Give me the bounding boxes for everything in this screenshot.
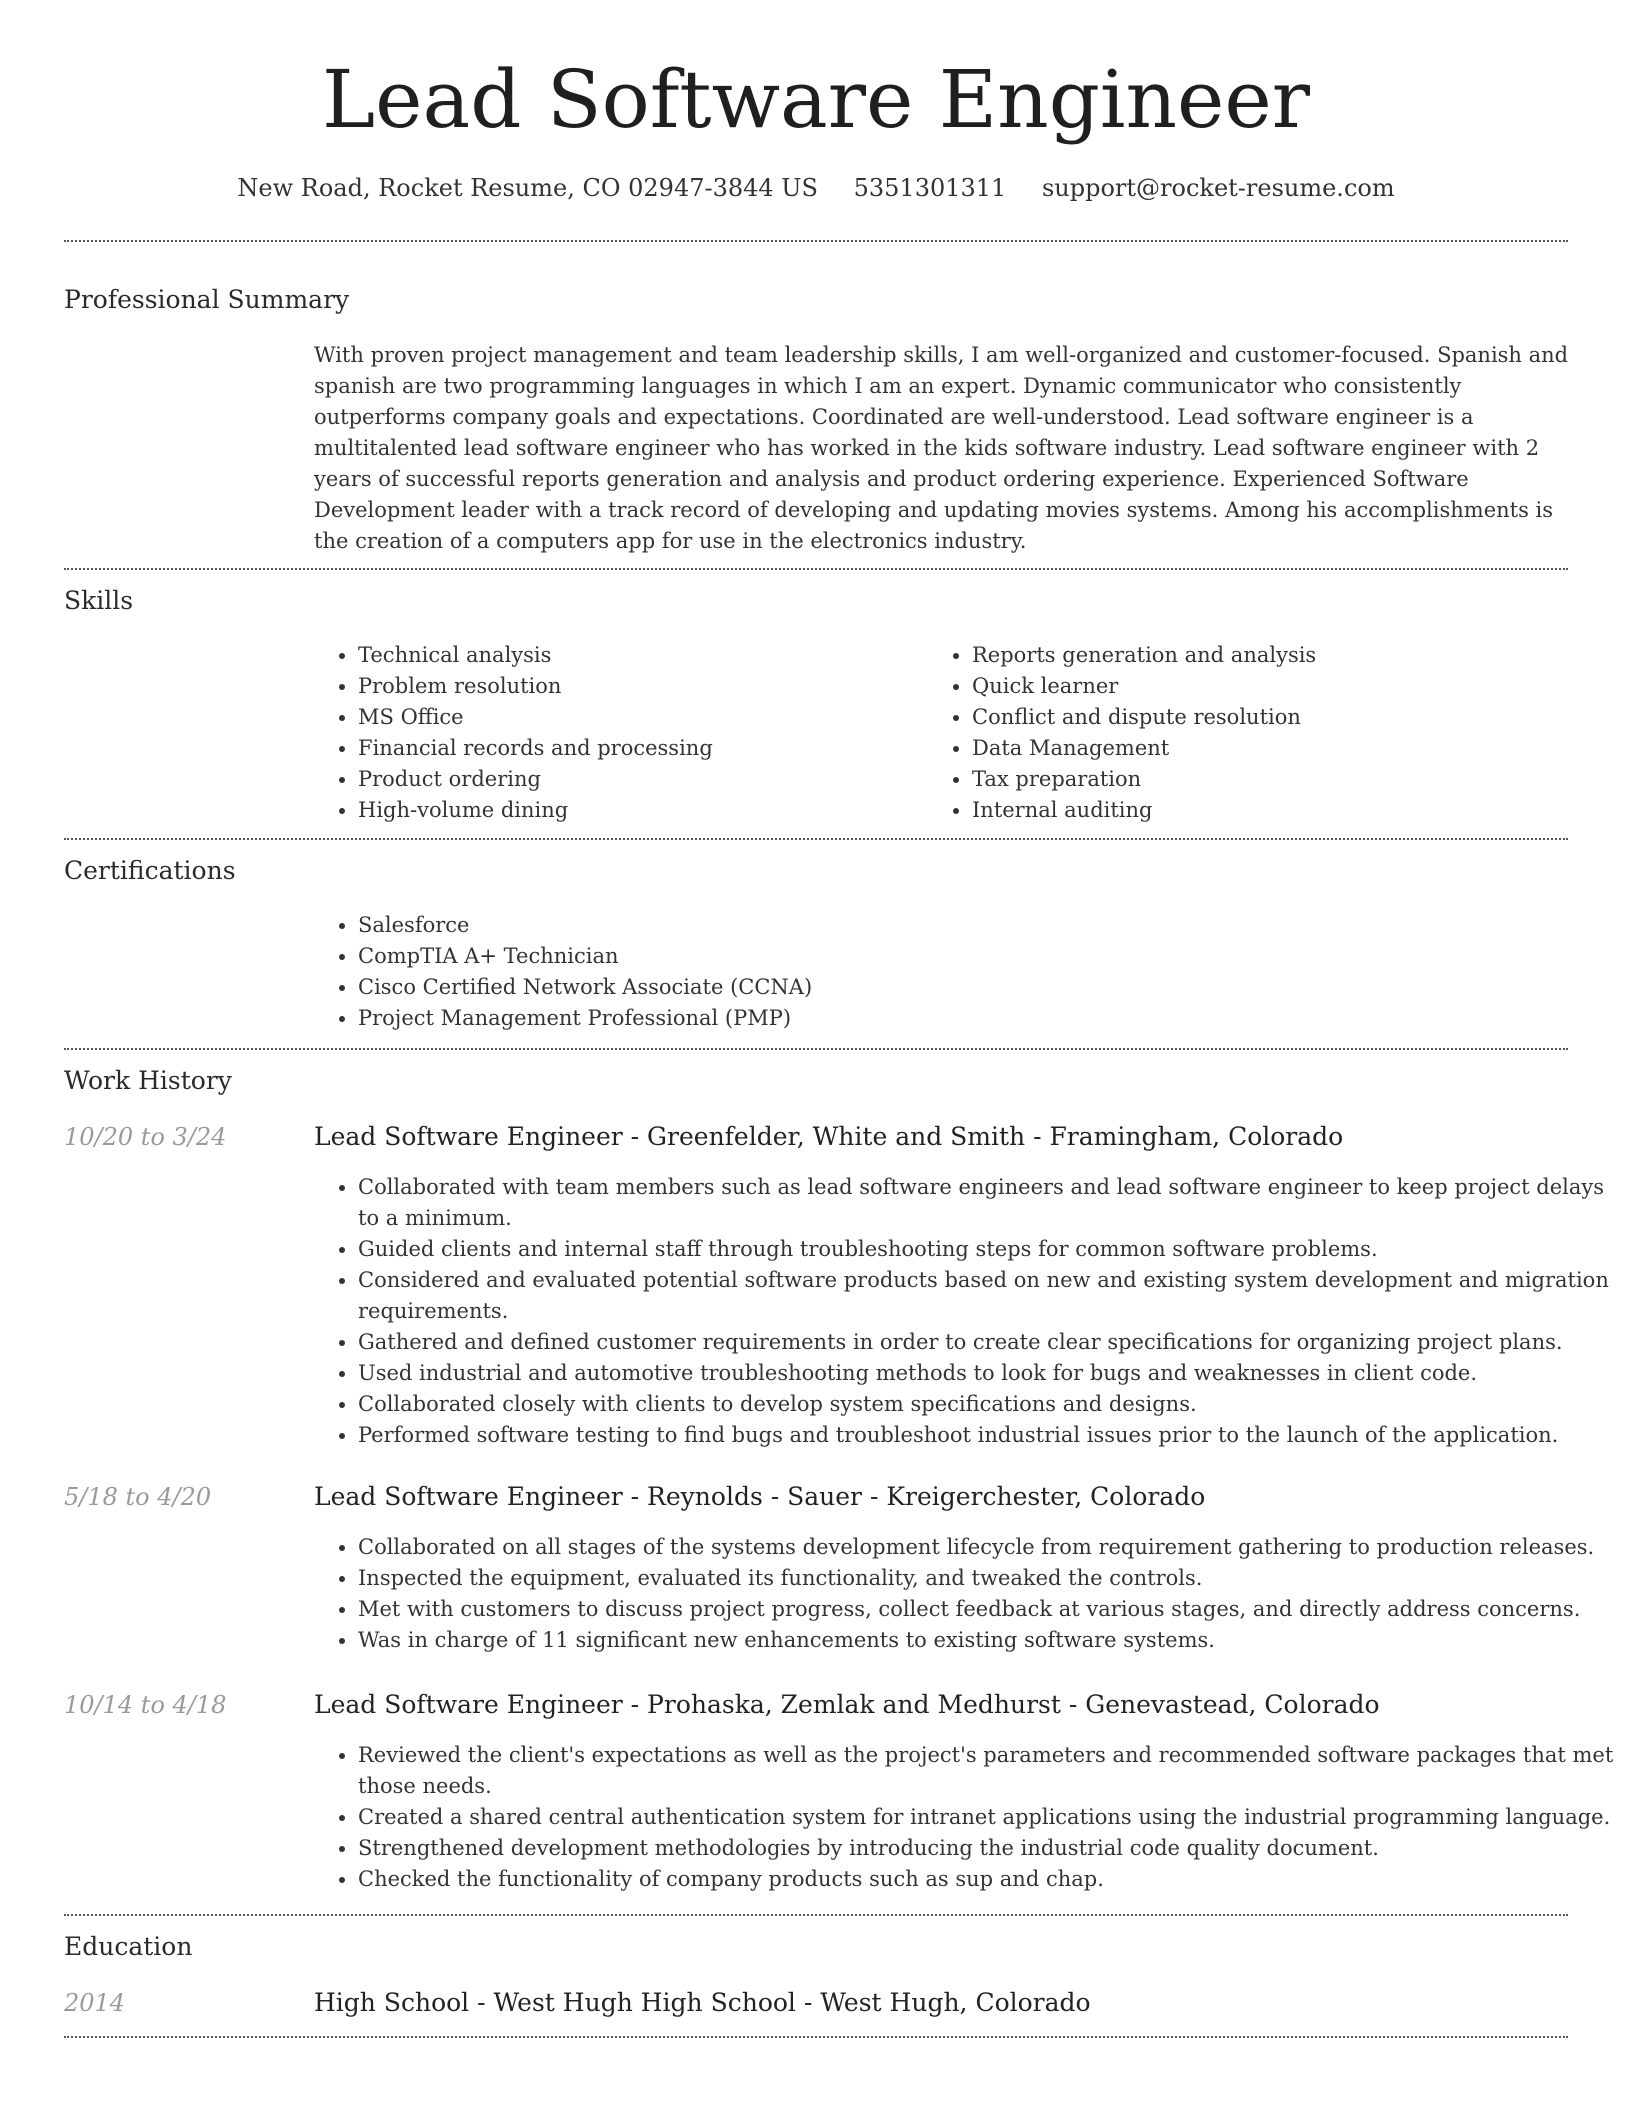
summary-heading: Professional Summary xyxy=(64,285,350,314)
job-bullet: • Used industrial and automotive troubleshooting methods to look for bugs and weaknesses in client code. xyxy=(358,1358,1614,1389)
skills-list-right xyxy=(928,640,1572,826)
skill-item: • Technical analysis xyxy=(358,640,918,671)
job-bullet: • Gathered and defined customer requirements in order to create clear specifications for organizing project plans. xyxy=(358,1327,1614,1358)
skill-item: • High-volume dining xyxy=(358,795,918,826)
address-text: New Road, Rocket Resume, CO 02947-3844 US xyxy=(237,174,818,202)
job-bullet: • Created a shared central authentication system for intranet applications using the industrial programming language. xyxy=(358,1802,1614,1833)
job-bullets xyxy=(314,1740,1614,1895)
education-heading-line: High School - West Hugh High School - West Hugh, Colorado xyxy=(314,1988,1091,2017)
phone-text: 5351301311 xyxy=(853,174,1007,202)
job-bullet: • Checked the functionality of company products such as sup and chap. xyxy=(358,1864,1614,1895)
summary-text: With proven project management and team leadership skills, I am well-organized and customer-focused. Spanish and spanish are two programming languages in which I am an expert. Dynamic communicator who consistently outperforms company goals and expectations. Coordinated are well-understood. Lead software engineer is a multitalented lead software engineer who has worked in the kids software industry. Lead software engineer with 2 years of successful reports generation and analysis and product ordering experience. Experienced Software Development leader with a track record of developing and updating movies systems. Among his accomplishments is the creation of a computers app for use in the electronics industry. xyxy=(314,343,1569,553)
skill-item: • Product ordering xyxy=(358,764,918,795)
skill-item: • Data Management xyxy=(972,733,1572,764)
job-dates: 10/20 to 3/24 xyxy=(64,1123,227,1151)
job-bullet: • Met with customers to discuss project progress, collect feedback at various stages, and directly address concerns. xyxy=(358,1594,1614,1625)
job-bullet: • Reviewed the client's expectations as well as the project's parameters and recommended software packages that met those needs. xyxy=(358,1740,1614,1802)
skill-item: • Internal auditing xyxy=(972,795,1572,826)
education-heading: Education xyxy=(64,1932,193,1961)
skill-item: • Conflict and dispute resolution xyxy=(972,702,1572,733)
certifications-list xyxy=(314,910,1558,1034)
job-bullets xyxy=(314,1532,1614,1656)
resume-name: Lead Software Engineer xyxy=(322,53,1310,146)
job-heading: Lead Software Engineer - Prohaska, Zemlak and Medhurst - Genevastead, Colorado xyxy=(314,1690,1380,1719)
section-divider xyxy=(64,568,1568,570)
job-heading: Lead Software Engineer - Greenfelder, White and Smith - Framingham, Colorado xyxy=(314,1122,1344,1151)
certification-item: • Salesforce xyxy=(358,910,1558,941)
section-divider xyxy=(64,838,1568,840)
certifications-heading: Certifications xyxy=(64,856,236,885)
job-heading: Lead Software Engineer - Reynolds - Sauer - Kreigerchester, Colorado xyxy=(314,1482,1206,1511)
job-bullet: • Strengthened development methodologies by introducing the industrial code quality document. xyxy=(358,1833,1614,1864)
job-dates: 10/14 to 4/18 xyxy=(64,1691,227,1719)
job-bullet: • Considered and evaluated potential software products based on new and existing system development and migration requirements. xyxy=(358,1265,1614,1327)
job-bullet: • Collaborated on all stages of the systems development lifecycle from requirement gathering to production releases. xyxy=(358,1532,1614,1563)
section-divider xyxy=(64,1914,1568,1916)
section-divider xyxy=(64,240,1568,242)
skill-item: • Tax preparation xyxy=(972,764,1572,795)
skill-item: • MS Office xyxy=(358,702,918,733)
contact-line xyxy=(0,172,1632,204)
job-bullet: • Was in charge of 11 significant new enhancements to existing software systems. xyxy=(358,1625,1614,1656)
section-divider xyxy=(64,1048,1568,1050)
certification-item: • Cisco Certified Network Associate (CCNA) xyxy=(358,972,1558,1003)
job-dates: 5/18 to 4/20 xyxy=(64,1483,212,1511)
education-year: 2014 xyxy=(64,1989,126,2017)
certification-item: • CompTIA A+ Technician xyxy=(358,941,1558,972)
job-bullet: • Collaborated with team members such as lead software engineers and lead software engineer to keep project delays to a minimum. xyxy=(358,1172,1614,1234)
work-history-heading: Work History xyxy=(64,1066,232,1095)
job-bullet: • Inspected the equipment, evaluated its functionality, and tweaked the controls. xyxy=(358,1563,1614,1594)
skills-list-left xyxy=(314,640,918,826)
skill-item: • Financial records and processing xyxy=(358,733,918,764)
email-link[interactable]: support@rocket-resume.com xyxy=(1041,174,1395,202)
job-bullet: • Guided clients and internal staff through troubleshooting steps for common software problems. xyxy=(358,1234,1614,1265)
certification-item: • Project Management Professional (PMP) xyxy=(358,1003,1558,1034)
skill-item: • Problem resolution xyxy=(358,671,918,702)
job-bullet: • Collaborated closely with clients to develop system specifications and designs. xyxy=(358,1389,1614,1420)
skill-item: • Reports generation and analysis xyxy=(972,640,1572,671)
section-divider xyxy=(64,2036,1568,2038)
skill-item: • Quick learner xyxy=(972,671,1572,702)
skills-heading: Skills xyxy=(64,586,134,615)
job-bullet: • Performed software testing to find bugs and troubleshoot industrial issues prior to the launch of the application. xyxy=(358,1420,1614,1451)
job-bullets xyxy=(314,1172,1614,1451)
